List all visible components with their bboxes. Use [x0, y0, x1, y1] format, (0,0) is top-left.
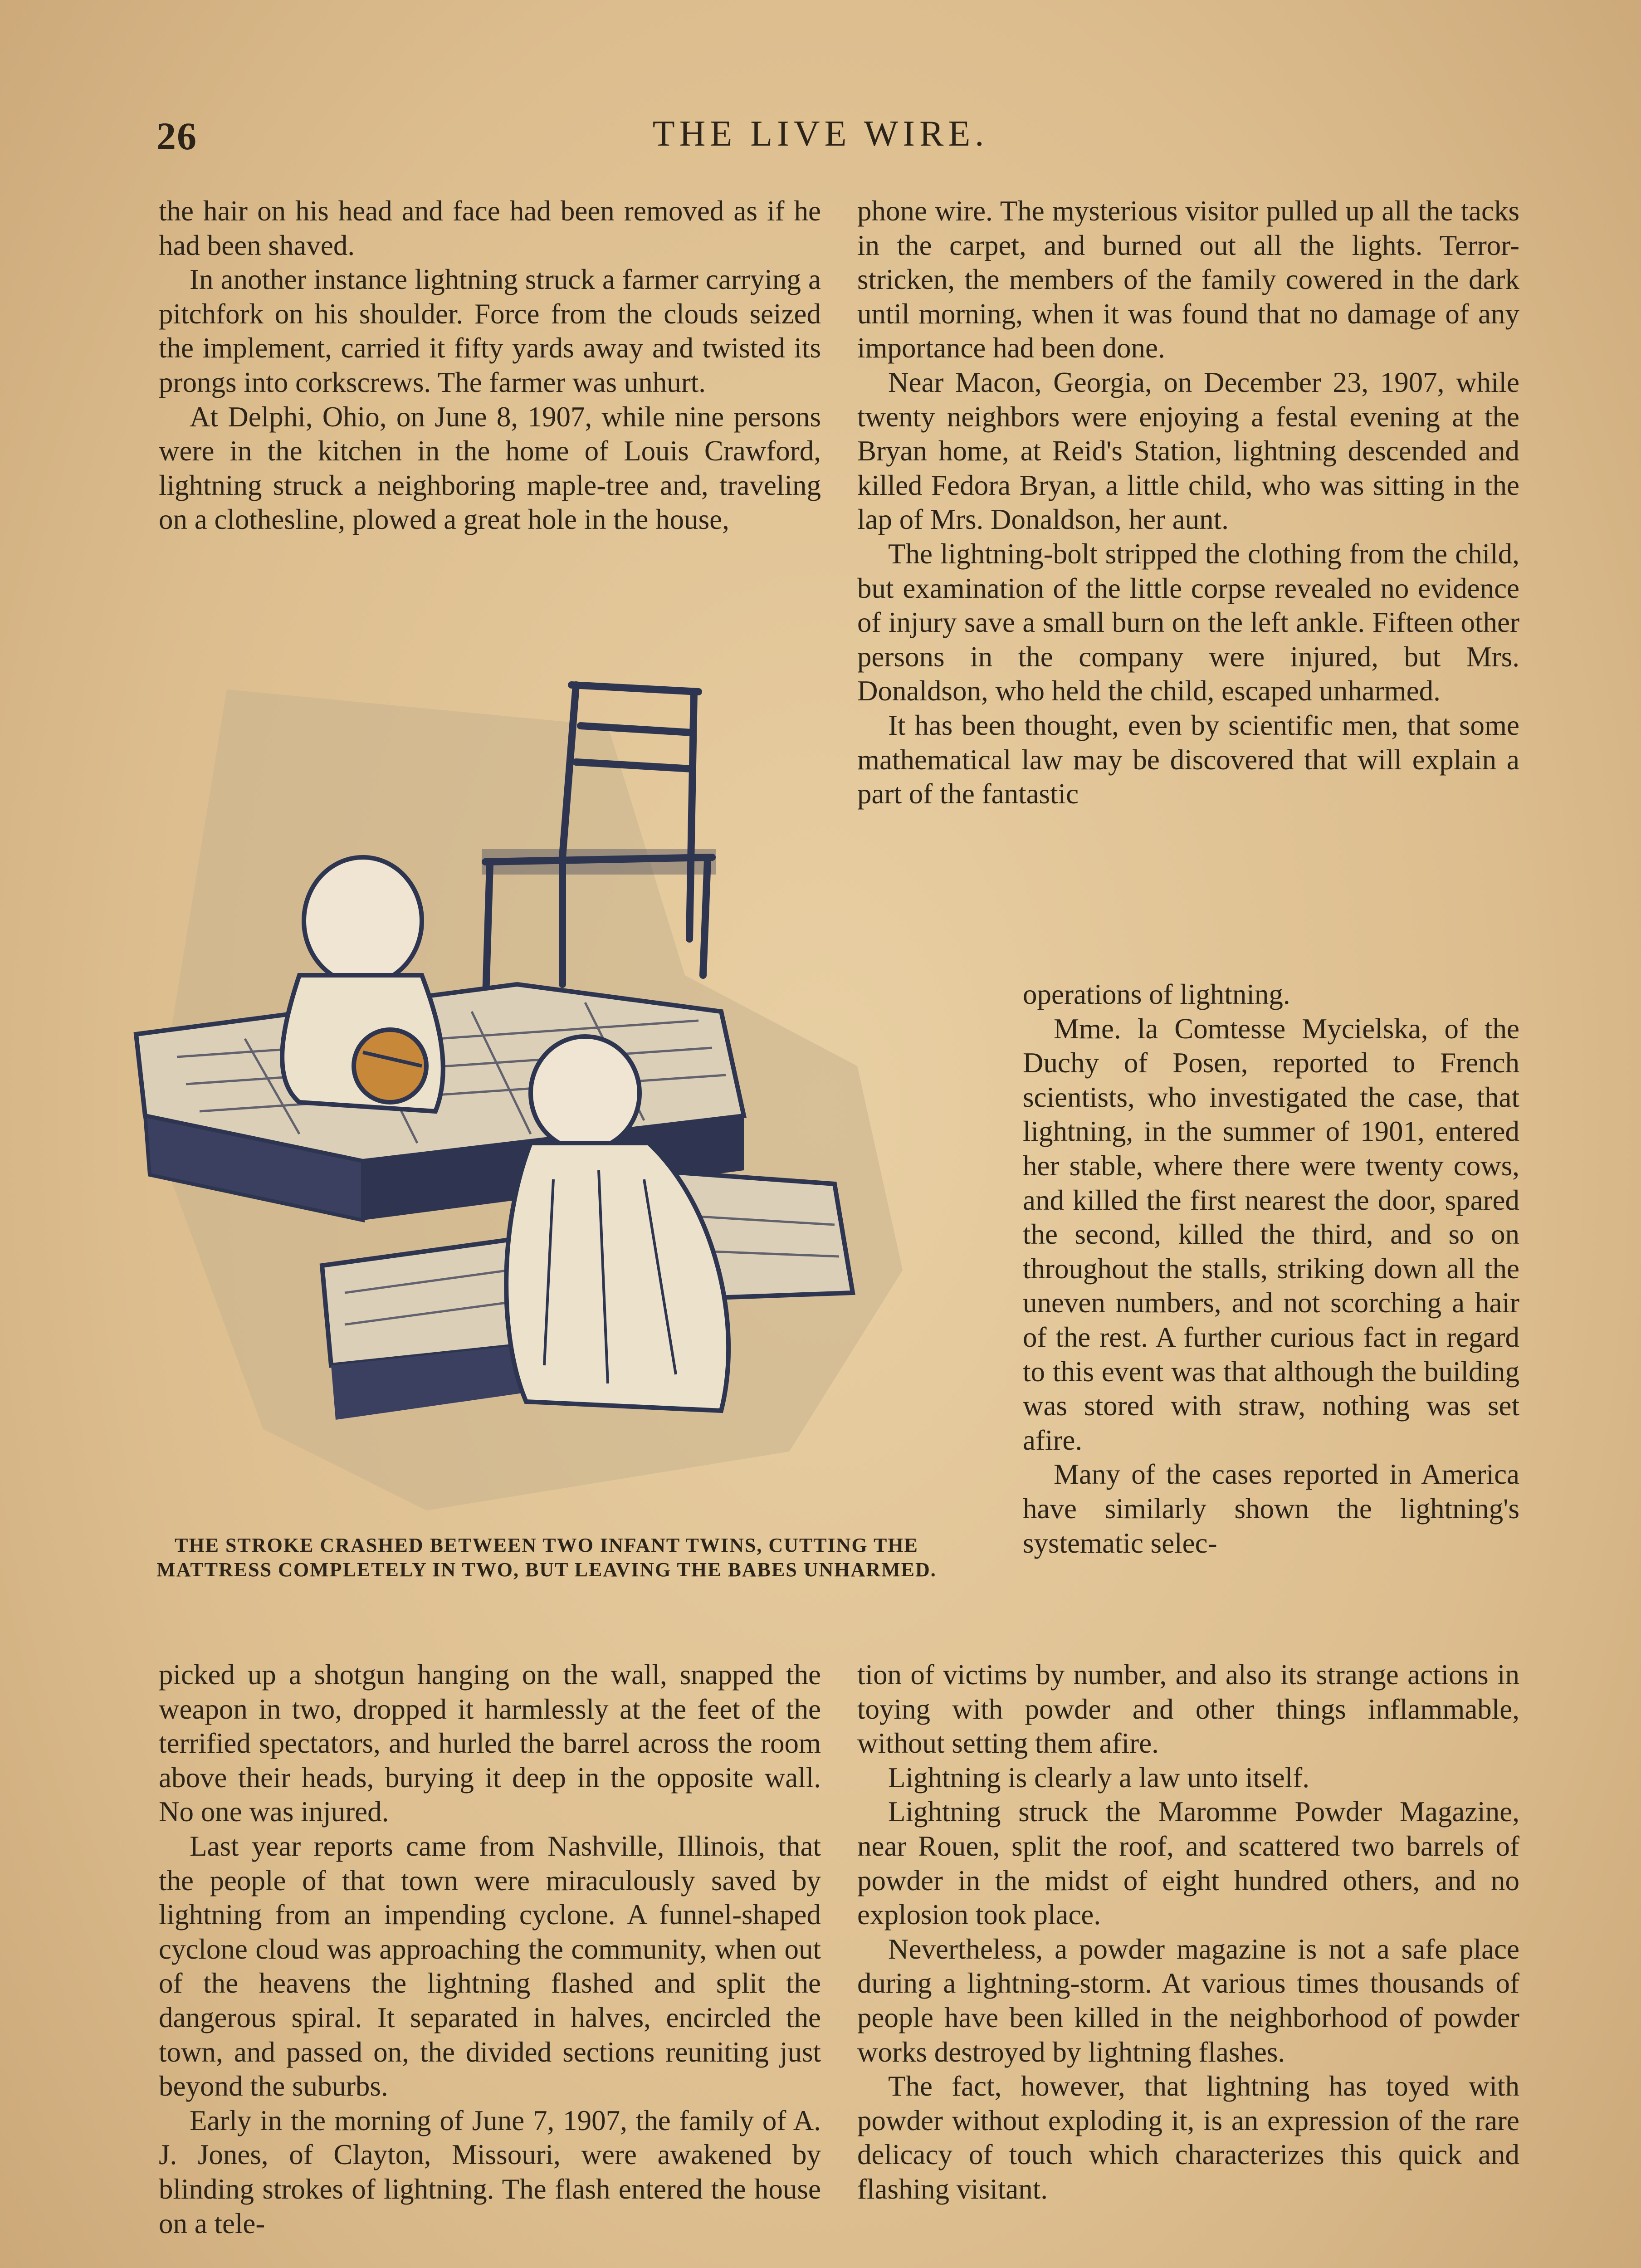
- page-number: 26: [156, 114, 197, 158]
- paragraph: It has been thought, even by scientific men, that some mathematical law may be discovered that will explain a part of the fantastic: [857, 709, 1519, 810]
- paragraph: picked up a shotgun hanging on the wall, snapped the weapon in two, dropped it harmlessly at the feet of the terrified spectators, and hurled the barrel across the room above their heads, burying it deep in the opposite wall. No one was injured.: [159, 1659, 821, 1828]
- paragraph: the hair on his head and face had been removed as if he had been shaved.: [159, 195, 821, 261]
- paragraph: Many of the cases reported in America have similarly shown the lightning's systematic selec-: [1023, 1458, 1519, 1559]
- paragraph: phone wire. The mysterious visitor pulled up all the tacks in the carpet, and burned out all the lights. Terror-stricken, the members of the family cowered in the dark until morning, when it was found that no damage of any importance had been done.: [857, 195, 1519, 364]
- paragraph: Lightning struck the Maromme Powder Magazine, near Rouen, split the roof, and scattered two barrels of powder in the midst of eight hundred others, and no explosion took place.: [857, 1796, 1519, 1931]
- paragraph: operations of lightning.: [1023, 978, 1290, 1010]
- paragraph: Near Macon, Georgia, on December 23, 1907, while twenty neighbors were enjoying a festal evening at the Bryan home, at Reid's Station, lightning descended and killed Fedora Bryan, a little child, who was sitting in the lap of Mrs. Donaldson, her aunt.: [857, 366, 1519, 536]
- illustration-drawing: [109, 658, 971, 1520]
- paragraph: Nevertheless, a powder magazine is not a safe place during a lightning-storm. At various times thousands of people have been killed in the neighborhood of powder works destroyed by lightning flashes.: [857, 1933, 1519, 2068]
- right-column-top: [857, 194, 1519, 811]
- twins-mattress-illustration: [109, 658, 971, 1520]
- paragraph: In another instance lightning struck a farmer carrying a pitchfork on his shoulder. Force from the clouds seized the implement, carried it fifty yards away and twisted its prongs into corkscrews. The farmer was unhurt.: [159, 264, 821, 398]
- paragraph: Lightning is clearly a law unto itself.: [888, 1761, 1310, 1794]
- right-column-narrow: [1023, 978, 1519, 1560]
- paragraph: The fact, however, that lightning has toyed with powder without exploding it, is an expression of the rare delicacy of touch which characterizes this quick and flashing visitant.: [857, 2070, 1519, 2205]
- paragraph: Early in the morning of June 7, 1907, the family of A. J. Jones, of Clayton, Missouri, were awakened by blinding strokes of lightning. The flash entered the house on a tele-: [159, 2104, 821, 2239]
- paragraph: The lightning-bolt stripped the clothing from the child, but examination of the little corpse revealed no evidence of injury save a small burn on the left ankle. Fifteen other persons in the company were injured, but Mrs. Donaldson, who held the child, escaped unharmed.: [857, 538, 1519, 707]
- paragraph: tion of victims by number, and also its strange actions in toying with powder and other things inflammable, without setting them afire.: [857, 1659, 1519, 1760]
- paragraph: Last year reports came from Nashville, Illinois, that the people of that town were miraculously saved by lightning from an impending cyclone. A funnel-shaped cyclone cloud was approaching the community, when out of the heavens the lightning flashed and split the dangerous spiral. It separated in halves, encircled the town, and passed on, the divided sections reuniting just beyond the suburbs.: [159, 1830, 821, 2102]
- illustration-caption: THE STROKE CRASHED BETWEEN TWO INFANT TWINS, CUTTING THE MATTRESS COMPLETELY IN TWO, BUT LEAVING THE BABES UNHARMED.: [156, 1534, 937, 1581]
- paragraph: Mme. la Comtesse Mycielska, of the Duchy of Posen, reported to French scientists, who investigated the case, that lightning, in the summer of 1901, entered her stable, where there were twenty cows, and killed the first nearest the door, spared the second, killed the third, and so on throughout the stalls, striking down all the uneven numbers, and not scorching a hair of the rest. A further curious fact in regard to this event was that although the building was stored with straw, nothing was set afire.: [1023, 1012, 1519, 1456]
- left-column-top: [159, 194, 821, 537]
- running-head: THE LIVE WIRE.: [652, 114, 989, 154]
- right-column-bottom: [857, 1658, 1519, 2207]
- paragraph: At Delphi, Ohio, on June 8, 1907, while nine persons were in the kitchen in the home of Louis Crawford, lightning struck a neighboring maple-tree and, traveling on a clothesline, plowed a great hole in the house,: [159, 401, 821, 536]
- left-column-bottom: [159, 1658, 821, 2241]
